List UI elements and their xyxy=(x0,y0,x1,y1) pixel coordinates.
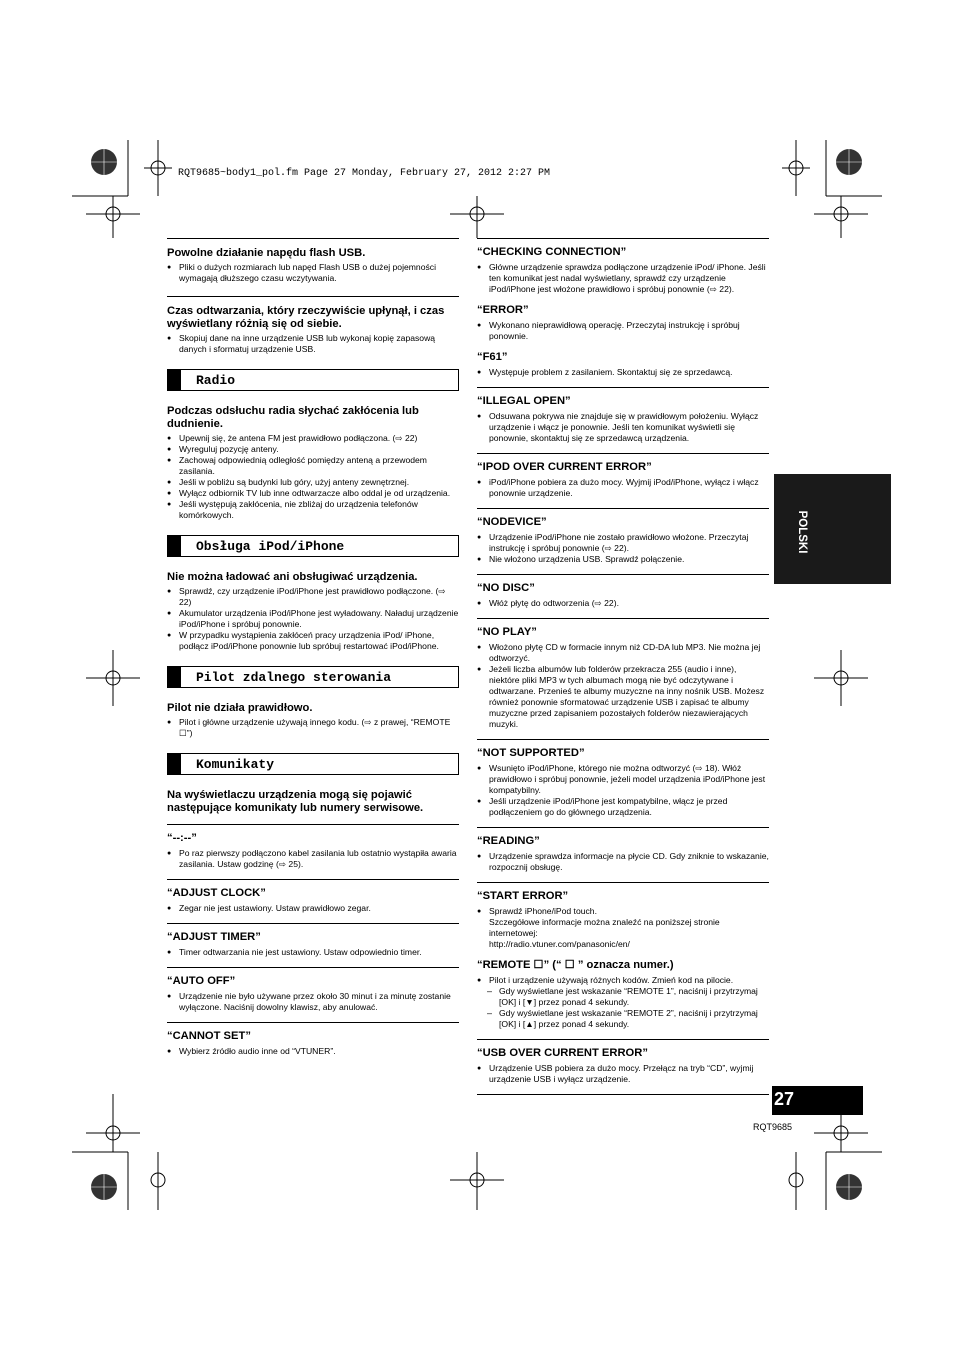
question-title: Podczas odsłuchu radia słychać zakłócenia lub dudnienie. xyxy=(167,405,419,430)
radio-noise-block xyxy=(167,405,459,521)
list-item: ● Sprawdź, czy urządzenie iPod/iPhone jest prawidłowo podłączone. (⇨ 22) xyxy=(167,586,459,608)
list-item: ● Pliki o dużych rozmiarach lub napęd Flash USB o dużej pojemności wymagają dłuższego czasu wczytywania. xyxy=(167,262,459,284)
list-item: ● Sprawdź iPhone/iPod touch. xyxy=(477,906,769,917)
ipod-charge-block xyxy=(167,571,459,652)
right-column xyxy=(477,238,769,1095)
message-no-play: “NO PLAY” ● Włożono płytę CD w formacie innym niż CD-DA lub MP3. Nie można jej odtworzyć. ● Jeżeli liczba albumów lub folderów przekracza 255 (audio i inne), niektóre pliki MP3 w tych albumach mogą nie być odczytywane i odtwarzane. Przenieś te albumy muzyczne na inny nośnik USB. Możesz również ponownie sformatować urządzenie USB i zapisać te albumy muzyczne przed zapisaniem pozostałych folderów niezawierających muzyki. xyxy=(477,618,769,739)
message-ipod-over-current: “IPOD OVER CURRENT ERROR” ● iPod/iPhone pobiera za dużo mocy. Wyjmij iPod/iPhone, wyłącz i włącz ponownie urządzenie. xyxy=(477,453,769,508)
list-item: ● Skopiuj dane na inne urządzenie USB lub wykonaj kopię zapasową danych i sformatuj urządzenie USB. xyxy=(167,333,459,355)
list-item: ● Wybierz źródło audio inne od “VTUNER”. xyxy=(167,1046,459,1057)
list-item: ● Wsunięto iPod/iPhone, którego nie można odtworzyć (⇨ 18). Włóż prawidłowo i spróbuj ponownie, jeżeli model urządzenia iPod/iPhone jest kompatybilny. xyxy=(477,763,769,796)
section-header-remote: Pilot zdalnego sterowania xyxy=(167,666,459,688)
message-start-error: “START ERROR” ● Sprawdź iPhone/iPod touch. Szczegółowe informacje można znaleźć na poniższej stronie internetowej: http://radio.vtuner.com/panasonic/en/ xyxy=(477,882,769,959)
message-adjust-timer: “ADJUST TIMER” ● Timer odtwarzania nie jest ustawiony. Ustaw odpowiednio timer. xyxy=(167,923,459,967)
list-item: ● Jeśli urządzenie iPod/iPhone jest kompatybilne, włącz je przed podłączeniem go do głównego urządzenia. xyxy=(477,796,769,818)
file-info-header: RQT9685~body1_pol.fm Page 27 Monday, February 27, 2012 2:27 PM xyxy=(178,168,551,179)
message-nodevice: “NODEVICE” ● Urządzenie iPod/iPhone nie zostało prawidłowo włożone. Przeczytaj instrukcję i spróbuj ponownie (⇨ 22). ● Nie włożono urządzenia USB. Sprawdź połączenie. xyxy=(477,508,769,574)
question-title: Pilot nie działa prawidłowo. xyxy=(167,702,313,714)
list-subitem: – Gdy wyświetlane jest wskazanie “REMOTE 1”, naciśnij i przytrzymaj [OK] i [▼] przez ponad 4 sekundy. xyxy=(477,986,769,1008)
list-item: ● Włożono płytę CD w formacie innym niż CD-DA lub MP3. Nie można jej odtworzyć. xyxy=(477,642,769,664)
list-item: ● Urządzenie nie było używane przez około 30 minut i za minutę zostanie wyłączone. Naciśnij dowolny klawisz, aby anulować. xyxy=(167,991,459,1013)
message-usb-over-current: “USB OVER CURRENT ERROR” ● Urządzenie USB pobiera za dużo mocy. Przełącz na tryb “CD”, wyjmij urządzenie USB i wyłącz urządzenie. xyxy=(477,1039,769,1095)
section-header-radio: Radio xyxy=(167,369,459,391)
message-reading: “READING” ● Urządzenie sprawdza informacje na płycie CD. Gdy zniknie to wskazanie, rozpocznij obsługę. xyxy=(477,827,769,882)
message-error: “ERROR” ● Wykonano nieprawidłową operację. Przeczytaj instrukcję i spróbuj ponownie. xyxy=(477,304,769,351)
list-item: ● Główne urządzenie sprawdza podłączone urządzenie iPod/ iPhone. Jeśli ten komunikat jest nadal wyświetlany, sprawdź czy urządzenie iPod/iPhone jest włożone prawidłowo i spróbuj ponownie (⇨ 22). xyxy=(477,262,769,295)
usb-slow-block xyxy=(167,247,459,284)
vtuner-url: http://radio.vtuner.com/panasonic/en/ xyxy=(489,939,630,949)
message-remote: “REMOTE ☐” (“ ☐ ” oznacza numer.) ● Pilot i urządzenie używają różnych kodów. Zmień kod na pilocie. – Gdy wyświetlane jest wskazanie “REMOTE 1”, naciśnij i przytrzymaj [OK] i [▼] przez ponad 4 sekundy. – Gdy wyświetlane jest wskazanie “REMOTE 2”, naciśnij i przytrzymaj [OK] i [▲] przez ponad 4 sekundy. xyxy=(477,959,769,1039)
question-title: Powolne działanie napędu flash USB. xyxy=(167,247,366,259)
list-item: ● Odsuwana pokrywa nie znajduje się w prawidłowym położeniu. Wyłącz urządzenie i włącz je ponownie. Jeśli ten komunikat wyświetli się ponownie, skontaktuj się ze sprzedawcą urządzenia. xyxy=(477,411,769,444)
question-title: Nie można ładować ani obsługiwać urządzenia. xyxy=(167,571,418,583)
list-item: ● Jeśli występują zakłócenia, nie zbliżaj do urządzenia telefonów komórkowych. xyxy=(167,499,459,521)
list-item: ● Akumulator urządzenia iPod/iPhone jest wyładowany. Naładuj urządzenie iPod/iPhone i spróbuj ponownie. xyxy=(167,608,459,630)
list-item: ● Urządzenie sprawdza informacje na płycie CD. Gdy zniknie to wskazanie, rozpocznij obsługę. xyxy=(477,851,769,873)
list-item: ● Timer odtwarzania nie jest ustawiony. Ustaw odpowiednio timer. xyxy=(167,947,459,958)
list-item: ● iPod/iPhone pobiera za dużo mocy. Wyjmij iPod/iPhone, wyłącz i włącz ponownie urządzenie. xyxy=(477,477,769,499)
left-column xyxy=(167,238,459,1066)
section-header-messages: Komunikaty xyxy=(167,753,459,775)
list-item: ● Jeżeli liczba albumów lub folderów przekracza 255 (audio i inne), niektóre pliki MP3 w tych albumach mogą nie być odczytywane i odtwarzane. Przenieś te albumy muzyczne na inny nośnik USB. Możesz również ponownie sformatować urządzenie USB i zapisać te albumy muzyczne przed zapisaniem pozostałych folderów niezawierających muzyki. xyxy=(477,664,769,730)
list-item: ● Zachowaj odpowiednią odległość pomiędzy anteną a przewodem zasilania. xyxy=(167,455,459,477)
message-cannot-set: “CANNOT SET” ● Wybierz źródło audio inne od “VTUNER”. xyxy=(167,1022,459,1066)
remote-fail-block xyxy=(167,702,459,739)
page-number: 27 xyxy=(772,1086,863,1115)
section-header-ipod: Obsługa iPod/iPhone xyxy=(167,535,459,557)
play-time-block xyxy=(167,305,459,355)
list-item: ● Występuje problem z zasilaniem. Skontaktuj się ze sprzedawcą. xyxy=(477,367,769,378)
list-item: ● Wyreguluj pozycję anteny. xyxy=(167,444,459,455)
list-item: ● Zegar nie jest ustawiony. Ustaw prawidłowo zegar. xyxy=(167,903,459,914)
list-item: ● W przypadku wystąpienia zakłóceń pracy urządzenia iPod/ iPhone, podłącz iPod/iPhone ponownie lub spróbuj restartować iPod/iPhone. xyxy=(167,630,459,652)
message-adjust-clock: “ADJUST CLOCK” ● Zegar nie jest ustawiony. Ustaw prawidłowo zegar. xyxy=(167,879,459,923)
question-title: Czas odtwarzania, który rzeczywiście upłynął, i czas wyświetlany różnią się od siebie. xyxy=(167,305,445,330)
list-subitem: – Gdy wyświetlane jest wskazanie “REMOTE 2”, naciśnij i przytrzymaj [OK] i [▲] przez ponad 4 sekundy. xyxy=(477,1008,769,1030)
message-auto-off: “AUTO OFF” ● Urządzenie nie było używane przez około 30 minut i za minutę zostanie wyłączone. Naciśnij dowolny klawisz, aby anulować. xyxy=(167,967,459,1022)
list-item: ● Pilot i główne urządzenie używają innego kodu. (⇨ z prawej, “REMOTE ☐”) xyxy=(167,717,459,739)
messages-intro: Na wyświetlaczu urządzenia mogą się pojawić następujące komunikaty lub numery serwisowe. xyxy=(167,789,424,814)
list-item: ● Wyłącz odbiornik TV lub inne odtwarzacze albo oddal je od urządzenia. xyxy=(167,488,459,499)
list-item: ● Włóż płytę do odtworzenia (⇨ 22). xyxy=(477,598,769,609)
message-illegal-open: “ILLEGAL OPEN” ● Odsuwana pokrywa nie znajduje się w prawidłowym położeniu. Wyłącz urządzenie i włącz je ponownie. Jeśli ten komunikat wyświetli się ponownie, skontaktuj się ze sprzedawcą urządzenia. xyxy=(477,387,769,453)
list-item: ● Pilot i urządzenie używają różnych kodów. Zmień kod na pilocie. xyxy=(477,975,769,986)
list-item-extra: Szczegółowe informacje można znaleźć na poniższej stronie internetowej: xyxy=(489,917,720,938)
message-dash: “--:--” ● Po raz pierwszy podłączono kabel zasilania lub ostatnio wystąpiła awaria zasilania. Ustaw godzinę (⇨ 25). xyxy=(167,824,459,879)
language-side-tab: POLSKI xyxy=(774,474,891,584)
list-item: ● Jeśli w pobliżu są budynki lub góry, użyj anteny zewnętrznej. xyxy=(167,477,459,488)
list-item: ● Urządzenie iPod/iPhone nie zostało prawidłowo włożone. Przeczytaj instrukcję i spróbuj ponownie (⇨ 22). xyxy=(477,532,769,554)
list-item: ● Upewnij się, że antena FM jest prawidłowo podłączona. (⇨ 22) xyxy=(167,433,459,444)
message-not-supported: “NOT SUPPORTED” ● Wsunięto iPod/iPhone, którego nie można odtworzyć (⇨ 18). Włóż prawidłowo i spróbuj ponownie, jeżeli model urządzenia iPod/iPhone jest kompatybilny. ● Jeśli urządzenie iPod/iPhone jest kompatybilne, włącz je przed podłączeniem go do głównego urządzenia. xyxy=(477,739,769,827)
message-no-disc: “NO DISC” ● Włóż płytę do odtworzenia (⇨ 22). xyxy=(477,574,769,618)
message-checking-connection: “CHECKING CONNECTION” ● Główne urządzenie sprawdza podłączone urządzenie iPod/ iPhone. Jeśli ten komunikat jest nadal wyświetlany, sprawdź czy urządzenie iPod/iPhone jest włożone prawidłowo i spróbuj ponownie (⇨ 22). xyxy=(477,238,769,304)
list-item: ● Po raz pierwszy podłączono kabel zasilania lub ostatnio wystąpiła awaria zasilania. Ustaw godzinę (⇨ 25). xyxy=(167,848,459,870)
list-item: ● Nie włożono urządzenia USB. Sprawdź połączenie. xyxy=(477,554,769,565)
doc-code: RQT9685 xyxy=(753,1122,793,1132)
message-f61: “F61” ● Występuje problem z zasilaniem. Skontaktuj się ze sprzedawcą. xyxy=(477,351,769,387)
list-item: ● Wykonano nieprawidłową operację. Przeczytaj instrukcję i spróbuj ponownie. xyxy=(477,320,769,342)
list-item: ● Urządzenie USB pobiera za dużo mocy. Przełącz na tryb “CD”, wyjmij urządzenie USB i wyłącz urządzenie. xyxy=(477,1063,769,1085)
